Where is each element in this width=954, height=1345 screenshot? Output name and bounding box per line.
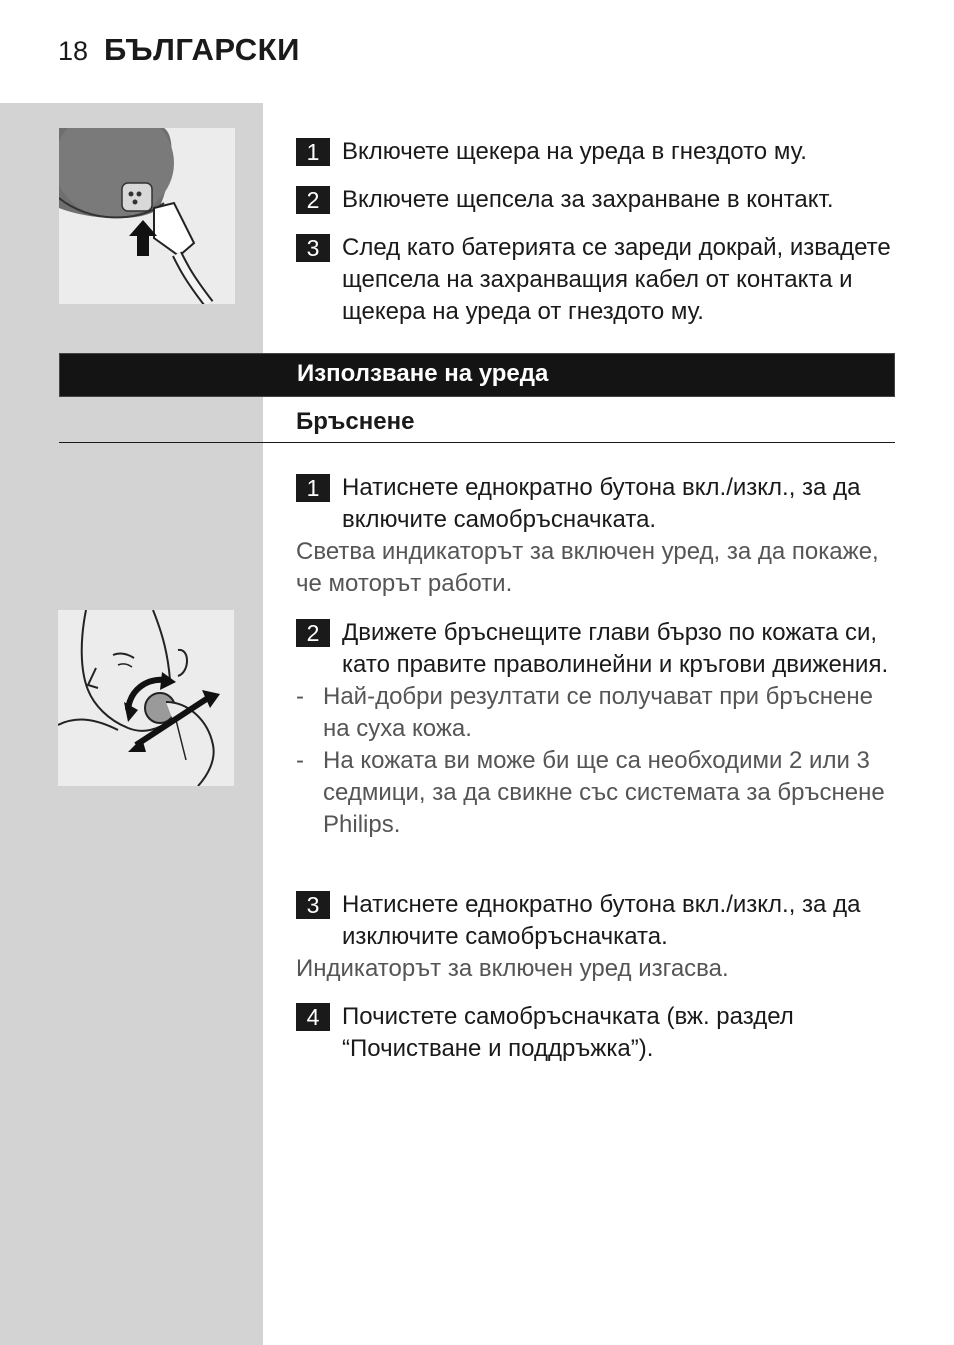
step-number-badge: 2 <box>296 619 330 647</box>
bullet-item: - На кожата ви може би ще са необходими 2 или 3 седмици, за да свикне със системата за бръснене Philips. <box>296 745 896 841</box>
subsection-title: Бръснене <box>296 408 415 435</box>
step-number-badge: 2 <box>296 186 330 214</box>
step-number-badge: 1 <box>296 138 330 166</box>
shaving-step-1 <box>296 472 896 600</box>
face-shaving-illustration-icon <box>58 610 234 786</box>
step-text: Натиснете еднократно бутона вкл./изкл., за да изключите самобръсначката. <box>342 891 861 950</box>
shaving-step-3 <box>296 889 896 985</box>
shaving-step-2 <box>296 617 896 841</box>
step-number-badge: 3 <box>296 891 330 919</box>
step-text: След като батерията се зареди докрай, извадете щепсела на захранващия кабел от контакта и щекера на уреда от гнездото му. <box>342 234 891 325</box>
step-text: Включете щекера на уреда в гнездото му. <box>342 138 807 165</box>
shaving-step-4 <box>296 1001 896 1065</box>
step-note: Индикаторът за включен уред изгасва. <box>296 955 729 982</box>
bullet-text: Най-добри резултати се получават при бръснене на суха кожа. <box>323 683 873 742</box>
section-title: Използване на уреда <box>297 360 549 387</box>
page-language-title: БЪЛГАРСКИ <box>104 32 300 67</box>
charging-step-1 <box>296 136 896 168</box>
subsection-divider <box>59 442 895 443</box>
step-text: Движете бръснещите глави бързо по кожата си, като правите праволинейни и кръгови движения. <box>342 619 889 678</box>
step-number-badge: 3 <box>296 234 330 262</box>
charging-step-3 <box>296 232 896 328</box>
bullet-text: На кожата ви може би ще са необходими 2 или 3 седмици, за да свикне със системата за бръснене Philips. <box>323 747 885 838</box>
shaver-plug-illustration-icon <box>59 128 235 304</box>
step-number-badge: 1 <box>296 474 330 502</box>
step-note: Светва индикаторът за включен уред, за да покаже, че моторът работи. <box>296 538 879 597</box>
step-number-badge: 4 <box>296 1003 330 1031</box>
page-number: 18 <box>58 36 89 66</box>
step-text: Почистете самобръсначката (вж. раздел “Почистване и поддръжка”). <box>342 1003 794 1062</box>
bullet-item: - Най-добри резултати се получават при бръснене на суха кожа. <box>296 681 896 745</box>
step-text: Натиснете еднократно бутона вкл./изкл., за да включите самобръсначката. <box>342 474 861 533</box>
charging-step-2 <box>296 184 896 216</box>
page-header <box>58 32 300 68</box>
step-text: Включете щепсела за захранване в контакт. <box>342 186 834 213</box>
section-header-bar <box>59 353 895 397</box>
